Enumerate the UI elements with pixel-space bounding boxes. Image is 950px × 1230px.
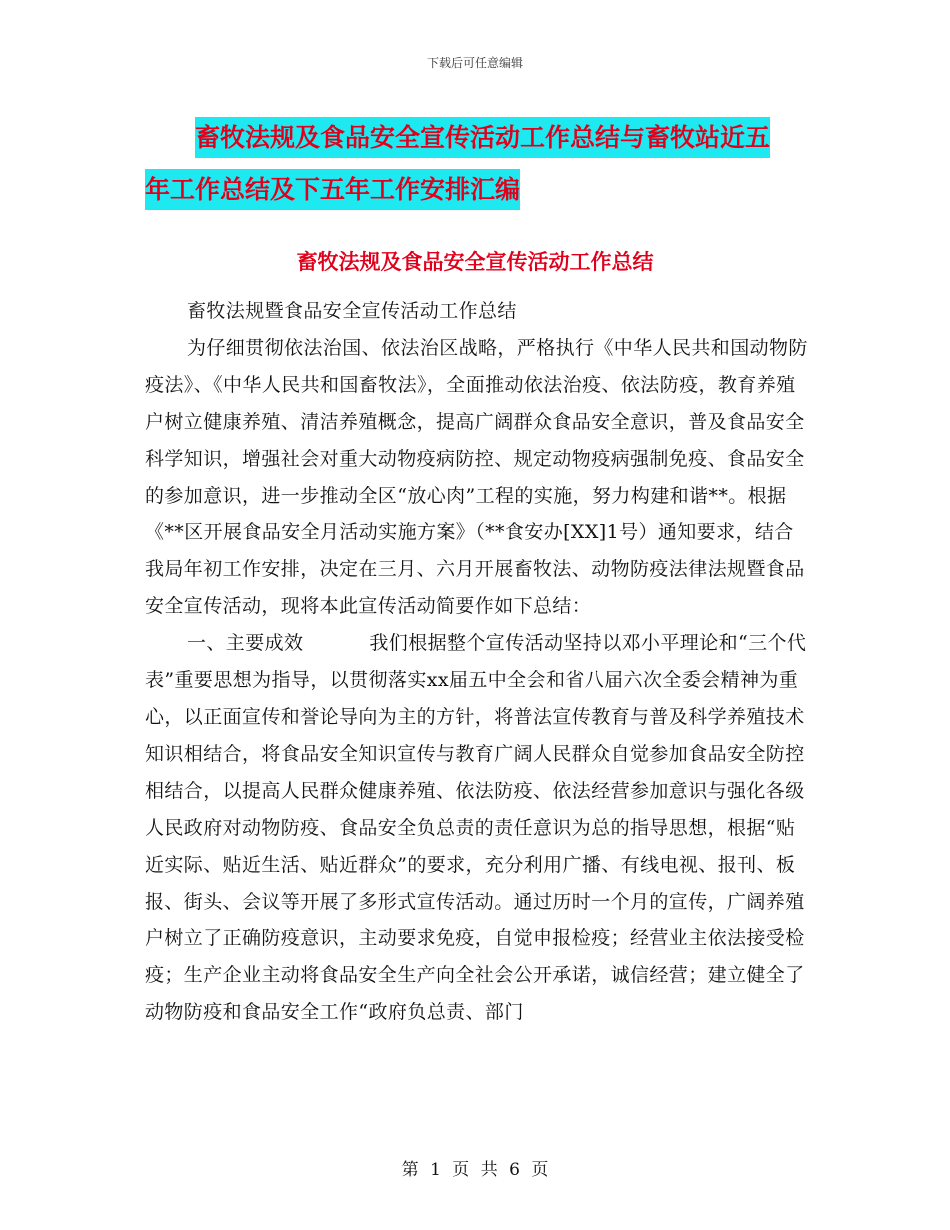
achievements-body: 我们根据整个宣传活动坚持以邓小平理论和“三个代表”重要思想为指导，以贯彻落实xx届五中全会和省八届六次全委会精神为重心，以正面宣传和誉论导向为主的方针，将普法宣传教育与普及科学养殖技术知识相结合，将食品安全知识宣传与教育广阔人民群众自觉参加食品安全防控相结合，以提高人民群众健康养殖、依法防疫、依法经营参加意识与强化各级人民政府对动物防疫、食品安全负总责的责任意识为总的指导思想，根据“贴近实际、贴近生活、贴近群众”的要求，充分利用广播、有线电视、报刊、板报、街头、会议等开展了多形式宣传活动。通过历时一个月的宣传，广阔养殖户树立了正确防疫意识，主动要求免疫，自觉申报检疫；经营业主依法接受检疫；生产企业主动将食品安全生产向全社会公开承诺，诚信经营；建立健全了动物防疫和食品安全工作“政府负总责、部门	[145, 632, 807, 1024]
title-line-1	[145, 112, 810, 164]
title-line-1-text: 畜牧法规及食品安全宣传活动工作总结与畜牧站近五	[195, 117, 770, 158]
title-line-2-text: 年工作总结及下五年工作安排汇编	[145, 169, 520, 210]
paragraph-subtitle: 畜牧法规暨食品安全宣传活动工作总结	[187, 300, 517, 322]
document-title	[145, 112, 810, 216]
document-body	[145, 293, 810, 1031]
achievements-heading: 一、主要成效	[187, 632, 304, 655]
paragraph-intro: 为仔细贯彻依法治国、依法治区战略，严格执行《中华人民共和国动物防疫法》、《中华人民共和国畜牧法》，全面推动依法治疫、依法防疫，教育养殖户树立健康养殖、清洁养殖概念，提高广阔群众食品安全意识，普及食品安全科学知识，增强社会对重大动物疫病防控、规定动物疫病强制免疫、食品安全的参加意识，进一步推动全区“放心肉”工程的实施，努力构建和谐**。根据《**区开展食品安全月活动实施方案》（**食安办[XX]1号）通知要求，结合我局年初工作安排，决定在三月、六月开展畜牧法、动物防疫法律法规暨食品安全宣传活动，现将本此宣传活动简要作如下总结：	[145, 336, 808, 618]
section-heading: 畜牧法规及食品安全宣传活动工作总结	[296, 249, 654, 274]
title-line-2	[145, 164, 810, 216]
header-note: 下载后可任意编辑	[426, 56, 523, 70]
page-footer: 第 1 页 共 6 页	[401, 1160, 549, 1180]
paragraph-achievements	[145, 625, 810, 1031]
